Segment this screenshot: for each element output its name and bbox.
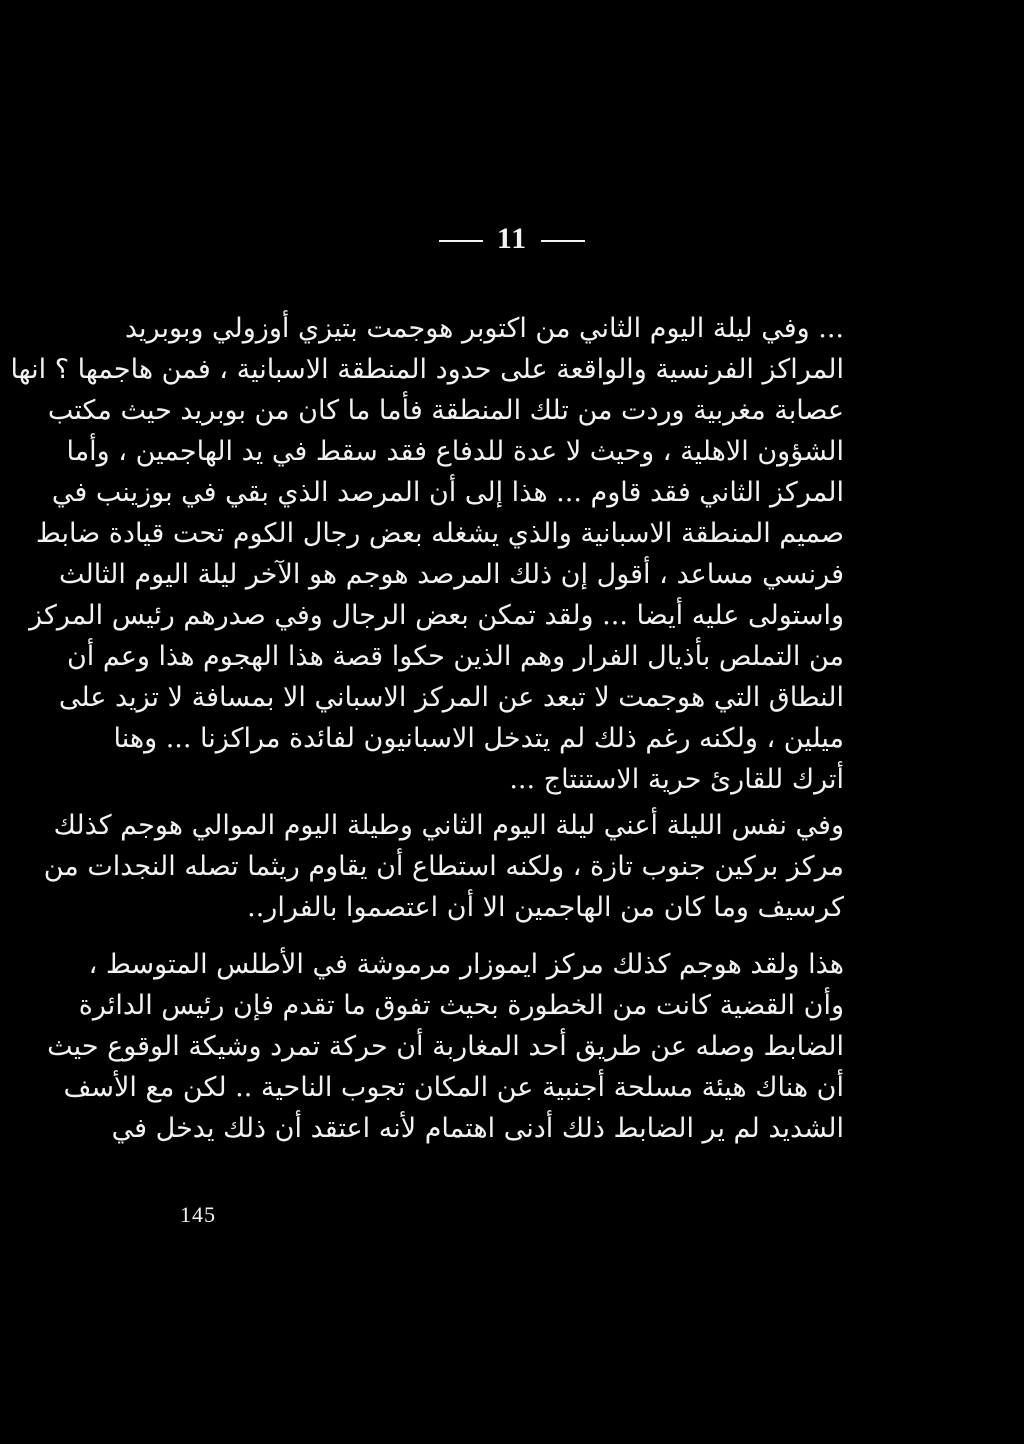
text-line: المركز الثاني فقد قاوم ... هذا إلى أن المرصد الذي بقي في بوزينب في bbox=[51, 477, 844, 508]
text-line: من التملص بأذيال الفرار وهم الذين حكوا قصة هذا الهجوم هذا وعم أن bbox=[66, 641, 844, 672]
text-line: وفي نفس الليلة أعني ليلة اليوم الثاني وطيلة اليوم الموالي هوجم كذلك bbox=[53, 810, 844, 841]
text-line: أن هناك هيئة مسلحة أجنبية عن المكان تجوب الناحية .. لكن مع الأسف bbox=[63, 1072, 844, 1103]
text-line: الشديد لم ير الضابط ذلك أدنى اهتمام لأنه اعتقد أن ذلك يدخل في bbox=[111, 1113, 844, 1144]
paragraph-3 bbox=[47, 944, 844, 1149]
text-line: النطاق التي هوجمت لا تبعد عن المركز الاسباني الا بمسافة لا تزيد على bbox=[58, 682, 844, 713]
text-line: ميلين ، ولكنه رغم ذلك لم يتدخل الاسبانيون لفائدة مراكزنا ... وهنا bbox=[113, 723, 844, 754]
page-number: 145 bbox=[180, 1202, 216, 1227]
heading-dash-left bbox=[439, 240, 483, 242]
chapter-number: 11 bbox=[496, 222, 528, 255]
paragraph-1 bbox=[10, 308, 844, 800]
text-line: كرسيف وما كان من الهاجمين الا أن اعتصموا بالفرار.. bbox=[247, 892, 844, 923]
text-line: واستولى عليه أيضا ... ولقد تمكن بعض الرجال وفي صدرهم رئيس المركز bbox=[29, 600, 844, 631]
chapter-heading bbox=[0, 222, 1024, 256]
heading-dash-right bbox=[541, 240, 585, 242]
text-line: صميم المنطقة الاسبانية والذي يشغله بعض رجال الكوم تحت قيادة ضابط bbox=[35, 518, 844, 549]
text-line: مركز بركين جنوب تازة ، ولكنه استطاع أن يقاوم ريثما تصله النجدات من bbox=[43, 851, 844, 882]
paragraph-2 bbox=[43, 805, 844, 928]
text-line: ... وفي ليلة اليوم الثاني من اكتوبر هوجمت بتيزي أوزولي وبوبريد bbox=[124, 313, 844, 344]
text-line: الضابط وصله عن طريق أحد المغاربة أن حركة تمرد وشيكة الوقوع حيث bbox=[47, 1031, 844, 1062]
text-line: أترك للقارئ حرية الاستنتاج ... bbox=[509, 764, 844, 795]
text-line: الشؤون الاهلية ، وحيث لا عدة للدفاع فقد سقط في يد الهاجمين ، وأما bbox=[66, 436, 844, 467]
text-line: عصابة مغربية وردت من تلك المنطقة فأما ما كان من بوبريد حيث مكتب bbox=[47, 395, 844, 426]
text-line: المراكز الفرنسية والواقعة على حدود المنطقة الاسبانية ، فمن هاجمها ؟ انها bbox=[10, 354, 844, 385]
text-line: فرنسي مساعد ، أقول إن ذلك المرصد هوجم هو الآخر ليلة اليوم الثالث bbox=[58, 559, 844, 590]
text-line: هذا ولقد هوجم كذلك مركز ايموزار مرموشة في الأطلس المتوسط ، bbox=[88, 949, 844, 980]
text-line: وأن القضية كانت من الخطورة بحيث تفوق ما تقدم فإن رئيس الدائرة bbox=[78, 990, 844, 1021]
